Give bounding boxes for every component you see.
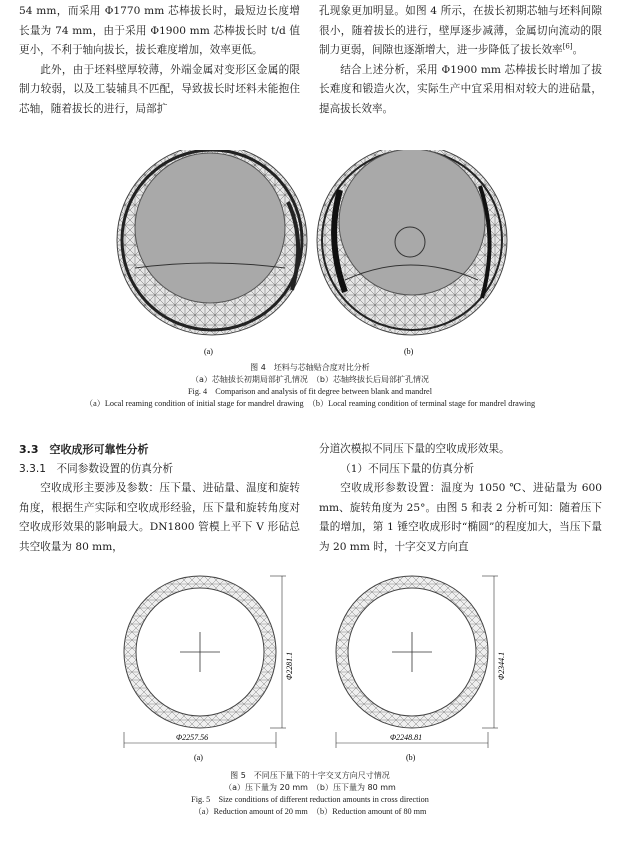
caption-title-cn: 图 4 坯料与芯轴贴合度对比分析 [250,363,370,372]
list-item: （1）不同压下量的仿真分析 [340,462,475,475]
caption-sub-en: （a）Reduction amount of 20 mm （b）Reduction amount of 80 mm [193,807,427,816]
panel-b-label: (b) [406,753,416,762]
panel-a-label: (a) [204,347,213,356]
panel-b-ring [336,576,498,748]
figure-4 [0,150,620,360]
paragraph: 空收成形主要涉及参数：压下量、进砧量、温度和旋转角度，根据生产实际和空收成形经验，压下量和旋转角度对空收成形效果的影响最大。DN1800 管模上平下 V 形砧总共空收量为 80 mm， [19,482,300,553]
caption-title-cn: 图 5 不同压下量下的十字交叉方向尺寸情况 [230,771,390,780]
body-text-mid-left [19,440,300,558]
body-text-mid-right [319,440,602,558]
panel-b-blank [317,150,507,335]
caption-title-en: Fig. 5 Size conditions of different reduction amounts in cross direction [191,795,429,804]
caption-sub-en: （a）Local reaming condition of initial stage for mandrel drawing （b）Local reaming condition of terminal stage for mandrel drawing [84,399,536,408]
figure-5-caption [0,770,620,818]
paragraph-text: 。 [572,44,584,57]
paragraph: 分道次模拟不同压下量的空收成形效果。 [319,443,510,455]
caption-sub-cn: （a）压下量为 20 mm （b）压下量为 80 mm [224,783,396,792]
paragraph [319,2,602,61]
citation: [6] [562,42,573,51]
panel-a-blank [117,150,307,335]
body-text-top-right [319,2,602,120]
caption-title-en: Fig. 4 Comparison and analysis of fit degree between blank and mandrel [188,387,432,396]
paragraph: 此外，由于坯料壁厚较薄，外端金属对变形区金属的限制力较弱，以及工装辅具不匹配，导致拔长时坯料未能抱住芯轴，随着拔长的进行，局部扩 [19,63,300,115]
caption-sub-cn: （a）芯轴拔长初期局部扩孔情况 （b）芯轴终拔长后局部扩孔情况 [191,375,429,384]
panel-a-label: (a) [194,753,203,762]
panel-a-ring [124,576,286,748]
dimension-b-vertical: Φ2344.1 [497,651,506,680]
subsection-heading: 3.3.1 不同参数设置的仿真分析 [19,462,174,475]
body-text-top-left [19,2,300,120]
panel-b-label: (b) [404,347,414,356]
paragraph: 54 mm，而采用 Φ1770 mm 芯棒拔长时，最短边长度增长量为 74 mm，由于采用 Φ1900 mm 芯棒拔长时 t/d 值更小，不利于轴向拔长，拔长难度增加，效率更低。 [19,5,300,57]
paragraph: 空收成形参数设置：温度为 1050 ℃、进砧量为 600 mm、旋转角度为 25°。由图 5 和表 2 分析可知：随着压下量的增加，第 1 锤空收成形时“椭圆”的程度加大，当压下量为 20 mm 时，十字交叉方向直 [319,482,602,553]
dimension-a-horizontal: Φ2257.56 [176,733,209,742]
dimension-b-horizontal: Φ2248.81 [390,733,423,742]
dimension-a-vertical: Φ2281.1 [285,651,294,680]
figure-4-caption [0,362,620,410]
figure-5 [0,572,620,766]
section-heading: 3.3 空收成形可靠性分析 [19,443,149,456]
paragraph-text: 孔现象更加明显。如图 4 所示，在拔长初期芯轴与坯料间隙很小，随着拔长的进行，壁厚逐步减薄，金属切向流动的限制力更弱，间隙也逐渐增大，进一步降低了拔长效率 [319,5,602,57]
paragraph: 结合上述分析，采用 Φ1900 mm 芯棒拔长时增加了拔长难度和锻造火次，实际生产中宜采用相对较大的进砧量，提高拔长效率。 [319,63,602,115]
